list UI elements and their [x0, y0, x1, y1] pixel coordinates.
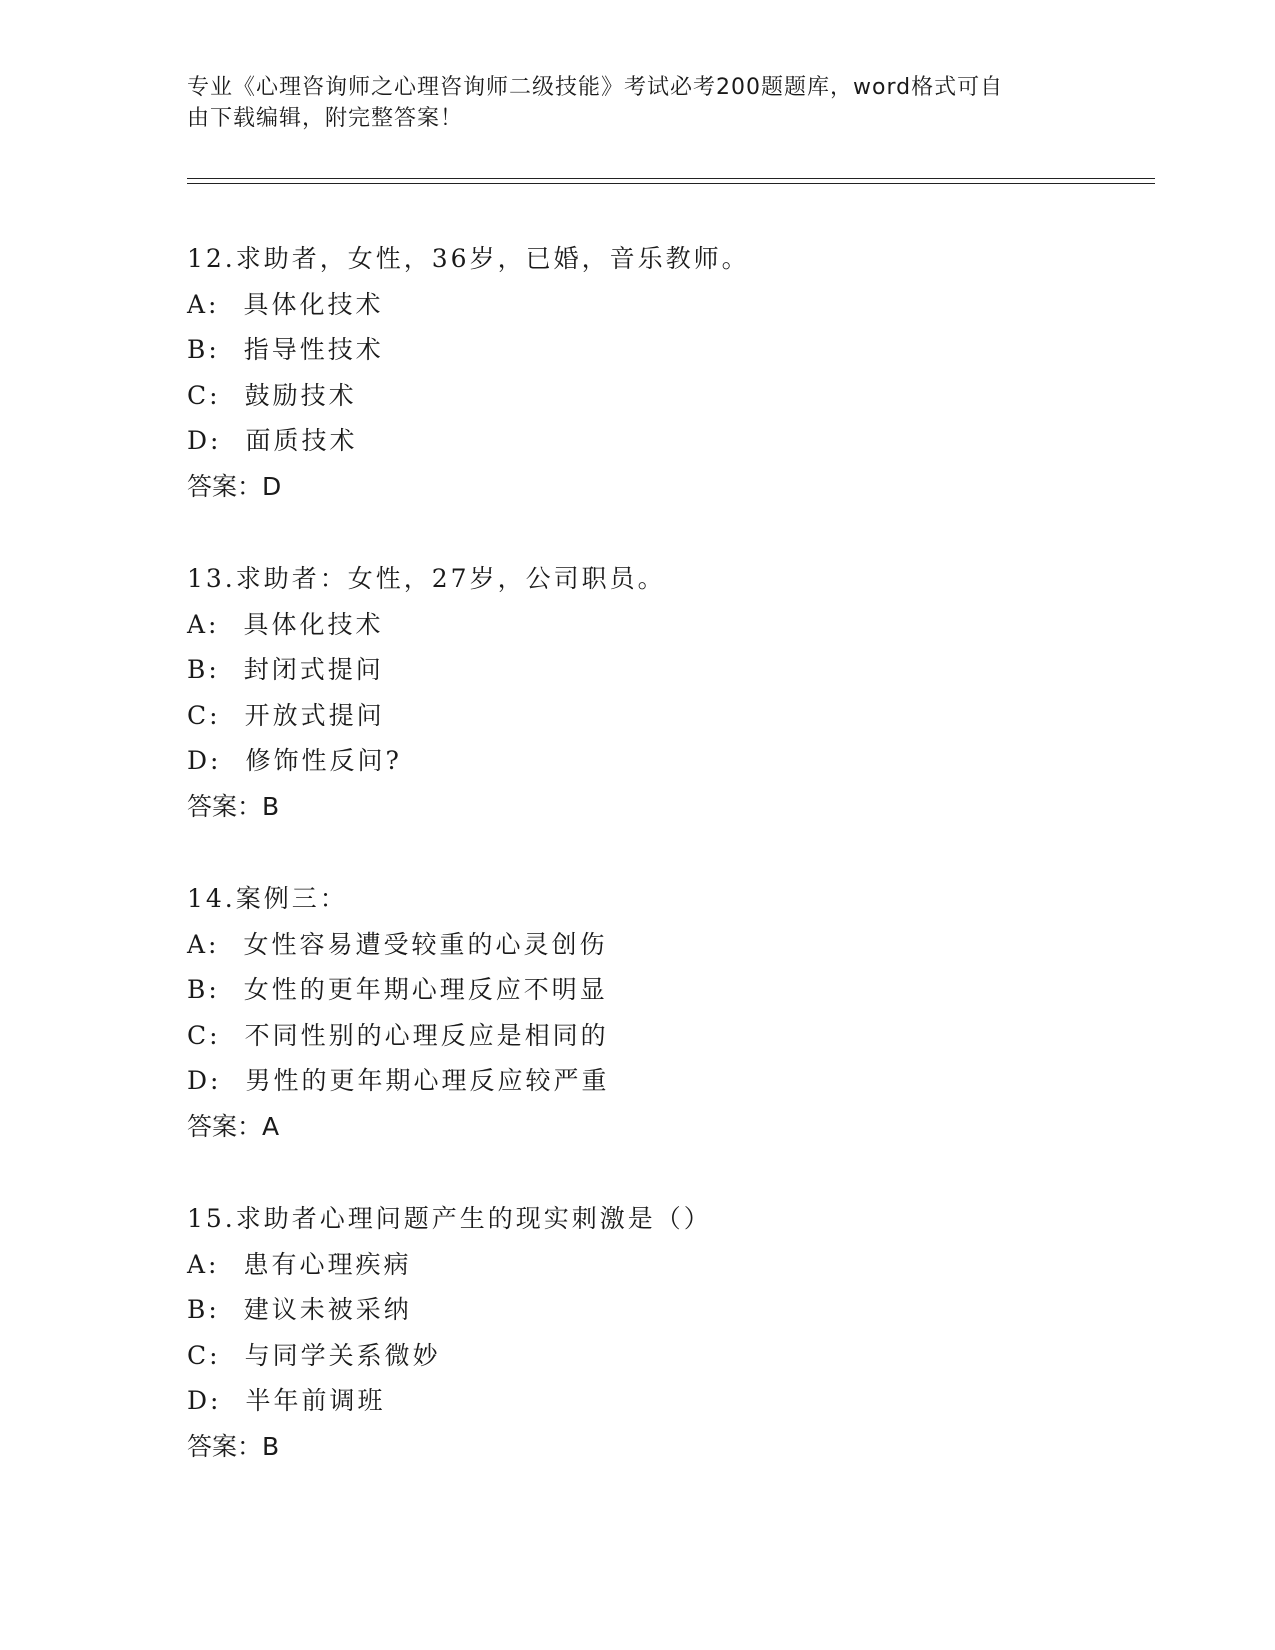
option-text: 具体化技术 — [243, 289, 384, 319]
answer-option — [187, 327, 1147, 373]
option-text: 开放式提问 — [244, 700, 385, 730]
question-stem — [187, 236, 1147, 282]
question-text: 求助者，女性，36岁，已婚，音乐教师。 — [235, 244, 750, 273]
option-key: B: — [187, 655, 220, 684]
option-text: 建议未被采纳 — [243, 1295, 412, 1324]
option-text: 与同学关系微妙 — [244, 1340, 441, 1370]
answer-value: B — [262, 791, 280, 821]
question-list — [187, 236, 1147, 1516]
answer-option — [187, 738, 1147, 784]
answer-label: 答案： — [187, 1431, 263, 1461]
question-text: 求助者：女性，27岁，公司职员。 — [235, 564, 666, 593]
option-text: 半年前调班 — [245, 1386, 386, 1415]
answer-value: D — [262, 471, 282, 501]
question-number: 15. — [187, 1204, 236, 1233]
option-key: A: — [187, 1249, 220, 1279]
option-text: 指导性技术 — [243, 335, 384, 364]
option-key: A: — [187, 289, 220, 319]
answer-option — [187, 967, 1147, 1013]
answer-option — [187, 1242, 1147, 1288]
answer-option — [187, 647, 1147, 693]
option-text: 女性容易遭受较重的心灵创伤 — [243, 929, 608, 959]
question-block — [187, 556, 1147, 829]
option-text: 修饰性反问? — [245, 746, 402, 775]
option-key: A: — [187, 609, 220, 639]
answer-option — [187, 1013, 1147, 1059]
option-text: 女性的更年期心理反应不明显 — [243, 975, 608, 1004]
answer-option — [187, 418, 1147, 464]
answer-label: 答案： — [187, 1111, 263, 1141]
answer-option — [187, 373, 1147, 419]
answer-key — [187, 464, 1147, 510]
option-key: D: — [187, 1066, 222, 1095]
answer-option — [187, 1287, 1147, 1333]
answer-option — [187, 282, 1147, 328]
option-key: D: — [187, 746, 222, 775]
option-key: B: — [187, 335, 220, 364]
document-header — [187, 72, 1067, 134]
option-key: B: — [187, 1295, 220, 1324]
answer-value: B — [262, 1431, 280, 1461]
option-key: C: — [187, 700, 221, 730]
answer-key — [187, 1424, 1147, 1470]
option-key: A: — [187, 929, 220, 959]
option-text: 封闭式提问 — [243, 655, 384, 684]
option-text: 不同性别的心理反应是相同的 — [244, 1020, 609, 1050]
answer-key — [187, 784, 1147, 830]
option-text: 男性的更年期心理反应较严重 — [245, 1066, 610, 1095]
answer-option — [187, 602, 1147, 648]
question-block — [187, 876, 1147, 1149]
answer-option — [187, 1333, 1147, 1379]
answer-label: 答案： — [187, 471, 263, 501]
question-text: 求助者心理问题产生的现实刺激是（） — [235, 1204, 712, 1233]
option-key: D: — [187, 426, 222, 455]
option-text: 患有心理疾病 — [243, 1249, 412, 1279]
option-text: 鼓励技术 — [244, 380, 357, 410]
header-divider-top — [187, 178, 1155, 179]
question-text: 案例三： — [235, 884, 348, 913]
option-text: 面质技术 — [245, 426, 358, 455]
answer-value: A — [262, 1111, 280, 1141]
answer-key — [187, 1104, 1147, 1150]
question-stem — [187, 1196, 1147, 1242]
answer-option — [187, 922, 1147, 968]
header-line-2: 由下载编辑，附完整答案！ — [187, 106, 464, 131]
question-block — [187, 1196, 1147, 1469]
question-block — [187, 236, 1147, 509]
answer-option — [187, 693, 1147, 739]
option-key: D: — [187, 1386, 222, 1415]
option-key: C: — [187, 1340, 221, 1370]
question-number: 12. — [187, 244, 236, 273]
answer-option — [187, 1378, 1147, 1424]
option-key: B: — [187, 975, 220, 1004]
option-key: C: — [187, 1020, 221, 1050]
answer-label: 答案： — [187, 791, 263, 821]
answer-option — [187, 1058, 1147, 1104]
question-number: 13. — [187, 564, 236, 593]
option-text: 具体化技术 — [243, 609, 384, 639]
question-number: 14. — [187, 884, 236, 913]
header-line-1: 专业《心理咨询师之心理咨询师二级技能》考试必考200题题库，word格式可自 — [187, 75, 1004, 100]
option-key: C: — [187, 380, 221, 410]
question-stem — [187, 876, 1147, 922]
header-divider-bottom — [187, 183, 1155, 184]
question-stem — [187, 556, 1147, 602]
